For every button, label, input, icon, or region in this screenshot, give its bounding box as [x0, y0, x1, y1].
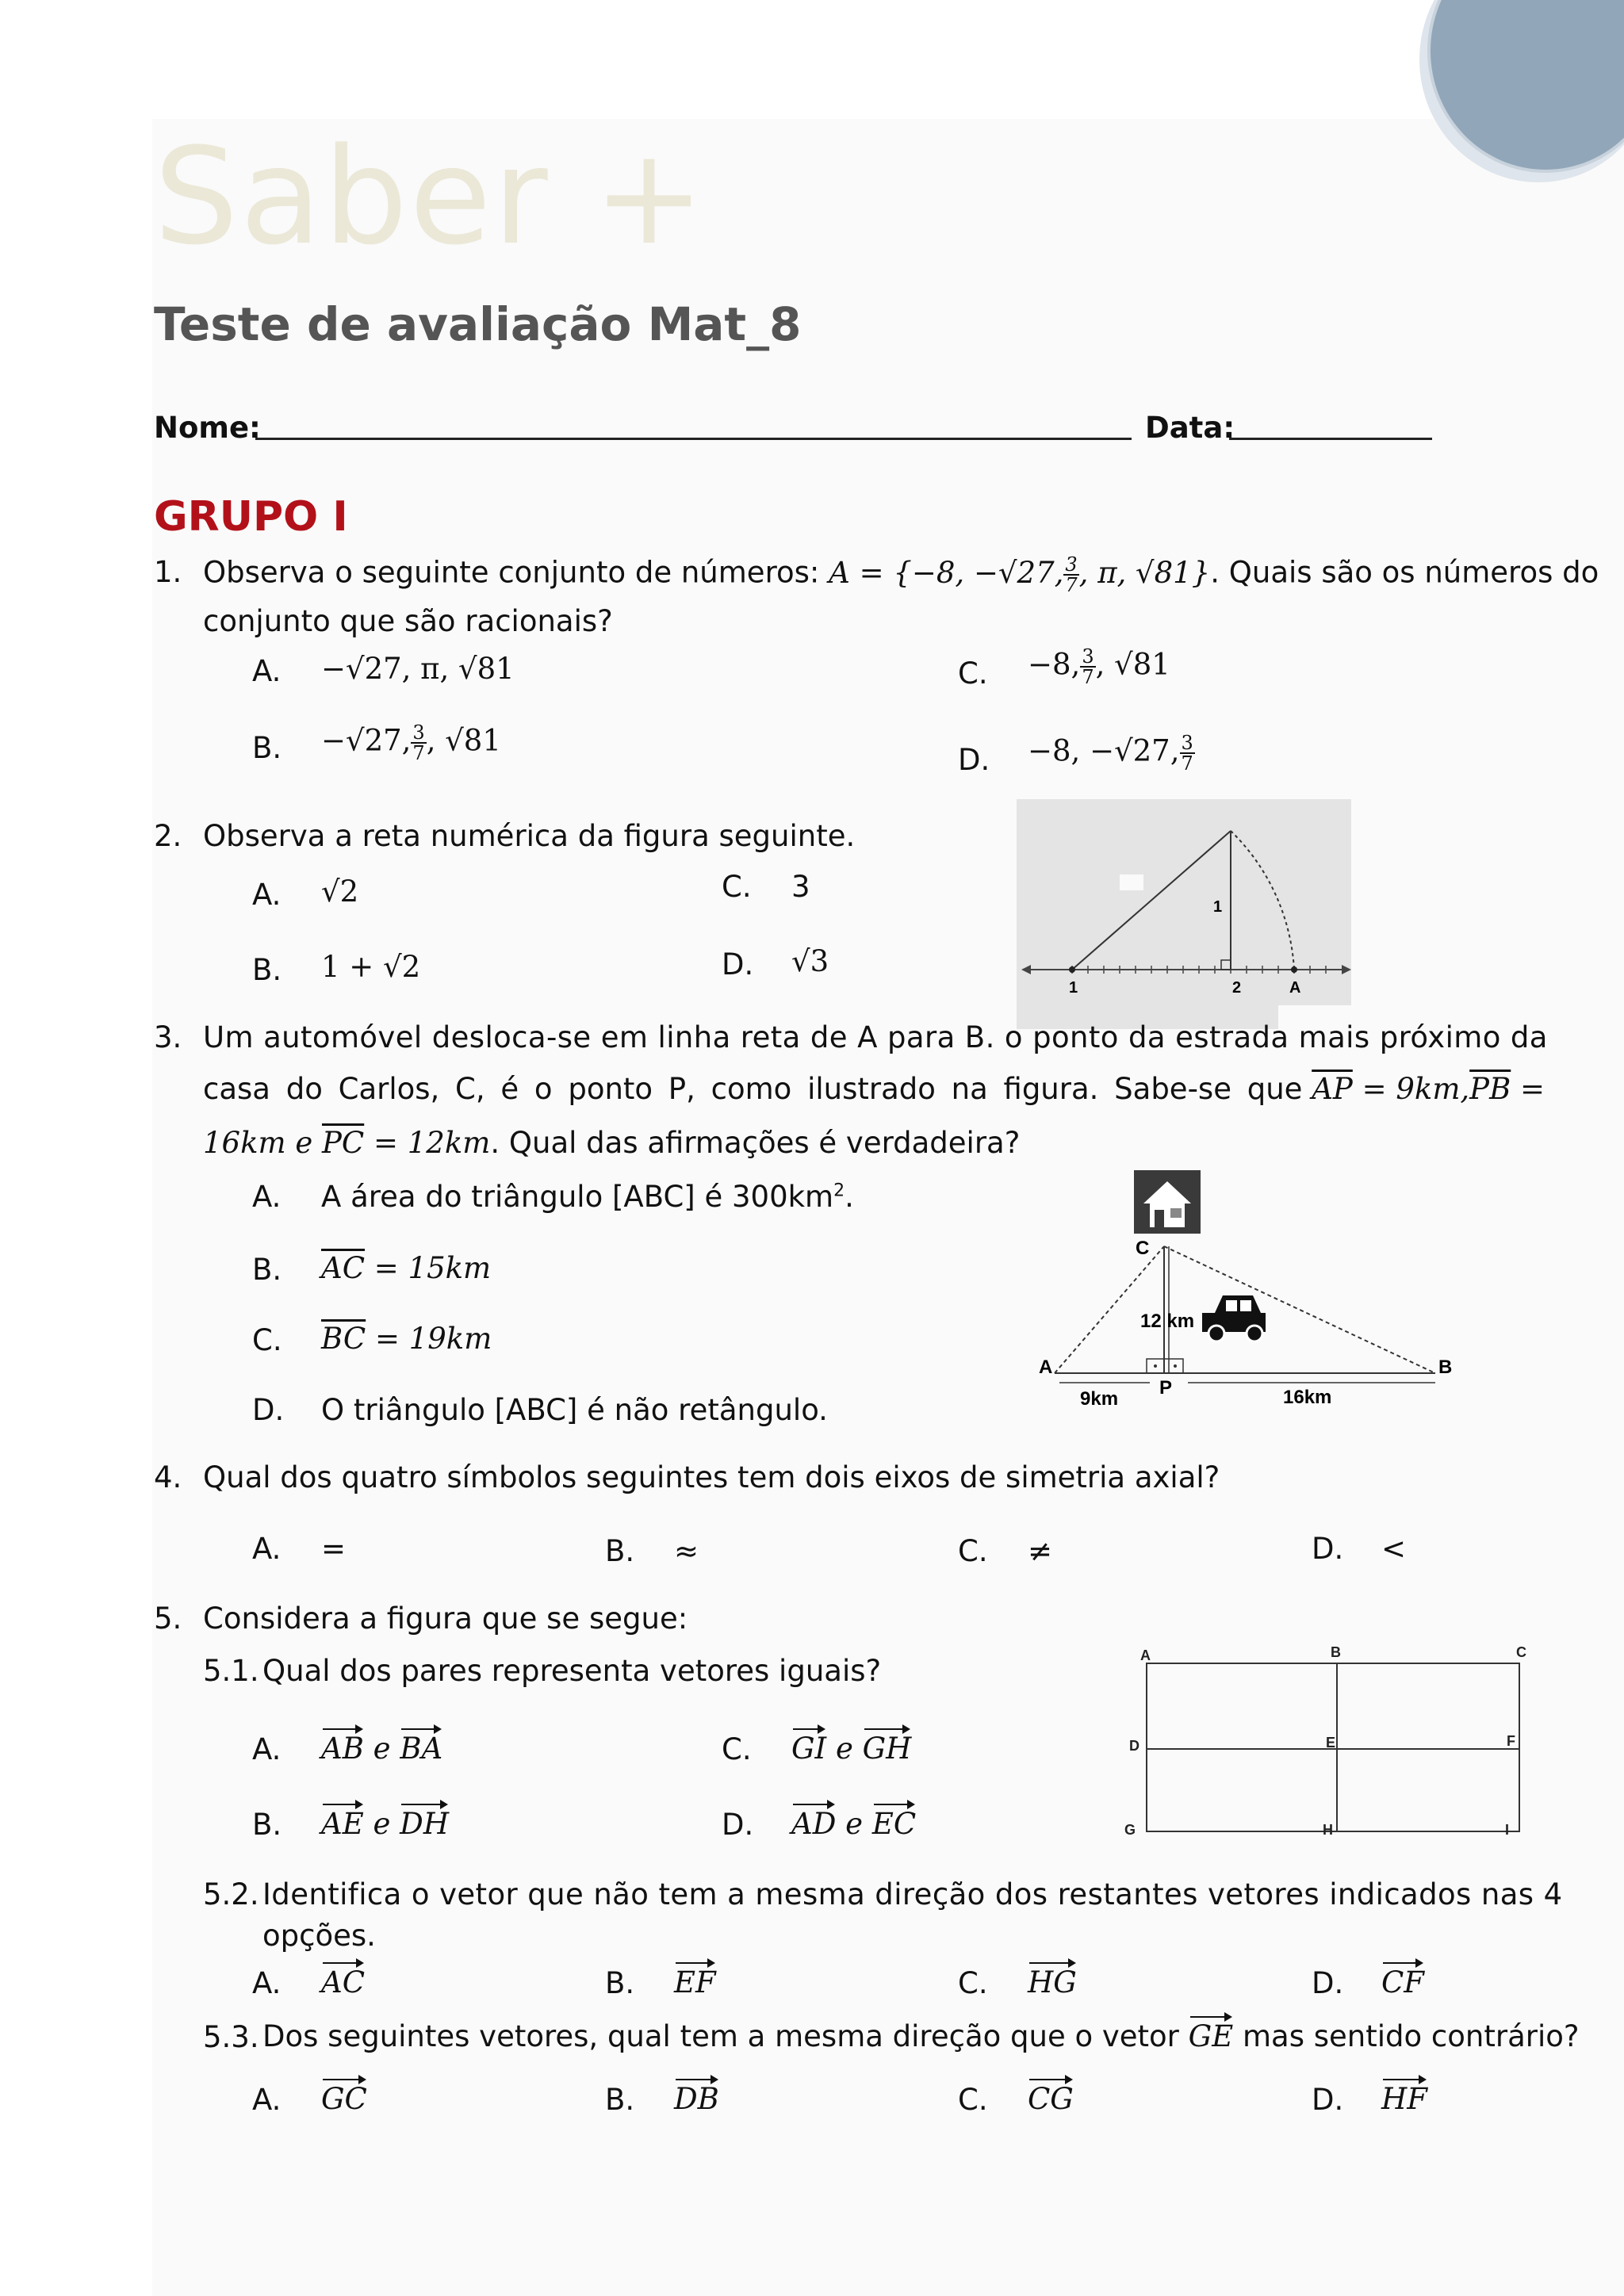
- label-p: P: [1159, 1377, 1173, 1399]
- label-height-1: 1: [1213, 898, 1223, 916]
- segment-ap: $\overline{AP}$: [1312, 1072, 1353, 1106]
- brand-title: Saber +: [154, 119, 707, 274]
- label-a: A: [1039, 1357, 1053, 1378]
- q51-option-c-letter[interactable]: C.: [722, 1732, 752, 1766]
- q3-option-a-letter[interactable]: A.: [252, 1180, 282, 1214]
- q53-option-c-letter[interactable]: C.: [958, 2083, 988, 2117]
- q3-line1: Um automóvel desloca-se em linha reta de A para B. o ponto da estrada mais próximo da: [203, 1020, 1548, 1054]
- q4-text: Qual dos quatro símbolos seguintes tem dois eixos de simetria axial?: [203, 1460, 1220, 1494]
- page-title: Teste de avaliação Mat_8: [154, 297, 802, 351]
- q3-option-b-value: $\overline{AC} = 15km$: [321, 1251, 492, 1285]
- q2-option-c-value: 3: [791, 870, 810, 904]
- q3-line3: 16km e $\overline{PC} = 12km$. Qual das afirmações é verdadeira?: [203, 1126, 1021, 1160]
- house-icon: [1134, 1170, 1201, 1234]
- label-16km: 16km: [1283, 1387, 1332, 1408]
- q2-number: 2.: [154, 819, 182, 853]
- q53-option-a-value: GC: [321, 2077, 367, 2116]
- q52-line1: Identifica o vetor que não tem a mesma direção dos restantes vetores indicados nas 4: [262, 1877, 1563, 1911]
- q1-option-a-value: −√27, π, √81: [321, 652, 515, 686]
- side-ac: [1055, 1246, 1164, 1373]
- grid-label-e: E: [1326, 1735, 1336, 1751]
- label-9km: 9km: [1080, 1388, 1119, 1410]
- label-2: 2: [1232, 979, 1242, 997]
- q4-option-b-value: ≈: [674, 1534, 699, 1568]
- q1-text-b: . Quais são os números do: [1210, 555, 1599, 590]
- q4-option-a-value: =: [321, 1532, 347, 1566]
- q2-option-d-letter[interactable]: D.: [722, 947, 754, 982]
- q1-option-c-letter[interactable]: C.: [958, 656, 988, 691]
- q51-option-b-letter[interactable]: B.: [252, 1808, 282, 1842]
- vector-ge: GE: [1189, 2015, 1234, 2053]
- q3-option-c-letter[interactable]: C.: [252, 1323, 282, 1357]
- segment-pb: $\overline{PB}$: [1469, 1072, 1511, 1106]
- q53-option-b-letter[interactable]: B.: [605, 2083, 635, 2117]
- q3-number: 3.: [154, 1020, 182, 1054]
- grid-label-b: B: [1331, 1644, 1341, 1660]
- q1-option-d-value: −8, −√27, $\frac{3}{7}$: [1028, 732, 1193, 775]
- grid-label-a: A: [1140, 1647, 1151, 1663]
- q3-line2: casa do Carlos, C, é o ponto P, como ilustrado na figura. Sabe-se que $\overline{AP} = 9km,\overline{PB}$ =: [203, 1072, 1545, 1106]
- point-1: [1069, 966, 1075, 973]
- q3-option-a-value: A área do triângulo [ABC] é $300km^2$.: [321, 1180, 854, 1214]
- label-c: C: [1136, 1238, 1150, 1259]
- q2-option-b-value: 1 + √2: [321, 950, 421, 984]
- grid-label-i: I: [1505, 1822, 1510, 1838]
- q1-text: [203, 555, 1599, 595]
- number-line-figure: [1017, 799, 1351, 1029]
- q53-text: Dos seguintes vetores, qual tem a mesma direção que o vetor GE mas sentido contrário?: [262, 2015, 1580, 2053]
- q52-option-d-letter[interactable]: D.: [1312, 1966, 1344, 2000]
- q3-option-b-letter[interactable]: B.: [252, 1253, 282, 1287]
- q4-option-d-value: <: [1381, 1532, 1407, 1566]
- q4-option-c-letter[interactable]: C.: [958, 1534, 988, 1568]
- label-a: A: [1289, 979, 1301, 997]
- q52-option-b-letter[interactable]: B.: [605, 1966, 635, 2000]
- q52-option-b-value: EF: [674, 1961, 716, 1999]
- q4-number: 4.: [154, 1460, 182, 1494]
- q51-option-d-value: AD e EC: [791, 1802, 916, 1841]
- figure-blot: [1120, 874, 1143, 890]
- q1-option-b-value: −√27, $\frac{3}{7}$ , √81: [321, 721, 501, 764]
- q51-text: Qual dos pares representa vetores iguais?: [262, 1654, 882, 1688]
- date-label: Data:: [1145, 411, 1235, 445]
- q2-option-c-letter[interactable]: C.: [722, 870, 752, 904]
- label-1: 1: [1069, 979, 1078, 997]
- q2-option-a-letter[interactable]: A.: [252, 878, 282, 912]
- point-a: [1291, 966, 1297, 973]
- grid-label-c: C: [1516, 1644, 1526, 1660]
- q52-line2: opções.: [262, 1919, 376, 1953]
- q3-option-d-letter[interactable]: D.: [252, 1393, 285, 1427]
- q52-option-c-value: HG: [1028, 1961, 1077, 1999]
- q53-option-c-value: CG: [1028, 2077, 1074, 2116]
- q1-set: A = {−8, −√27, $\frac{3}{7}$ , π, √81}: [829, 553, 1211, 596]
- q2-option-a-value: √2: [321, 874, 359, 909]
- q51-option-d-letter[interactable]: D.: [722, 1808, 754, 1842]
- side-bc: [1164, 1246, 1435, 1373]
- label-b: B: [1438, 1357, 1453, 1378]
- q1-option-c-value: −8, $\frac{3}{7}$ , √81: [1028, 645, 1170, 688]
- q53-option-d-value: HF: [1381, 2077, 1427, 2116]
- q5-text: Considera a figura que se segue:: [203, 1601, 688, 1636]
- name-date-row: [154, 411, 1446, 445]
- q4-option-d-letter[interactable]: D.: [1312, 1532, 1344, 1566]
- q1-text-c: conjunto que são racionais?: [203, 604, 613, 638]
- q52-option-d-value: CF: [1381, 1961, 1424, 1999]
- q3-option-d-value: O triângulo [ABC] é não retângulo.: [321, 1393, 828, 1427]
- q4-option-c-value: ≠: [1028, 1534, 1053, 1568]
- triangle-figure: [1031, 1165, 1475, 1419]
- q1-option-b-letter[interactable]: B.: [252, 731, 282, 765]
- date-field[interactable]: [1229, 438, 1432, 440]
- q52-number: 5.2.: [203, 1877, 259, 1911]
- q53-option-d-letter[interactable]: D.: [1312, 2083, 1344, 2117]
- q52-option-a-value: AC: [321, 1961, 365, 1999]
- q53-number: 5.3.: [203, 2020, 259, 2054]
- segment-pc: $\overline{PC}$: [322, 1126, 365, 1160]
- q1-option-d-letter[interactable]: D.: [958, 743, 990, 777]
- q2-option-d-value: √3: [791, 944, 829, 978]
- q53-option-b-value: DB: [674, 2077, 719, 2116]
- grid-label-g: G: [1124, 1822, 1136, 1838]
- q2-option-b-letter[interactable]: B.: [252, 953, 282, 987]
- q1-number: 1.: [154, 555, 182, 589]
- q53-option-a-letter[interactable]: A.: [252, 2083, 282, 2117]
- q1-option-a-letter[interactable]: A.: [252, 654, 282, 688]
- grid-label-h: H: [1323, 1822, 1333, 1838]
- car-icon: [1202, 1295, 1266, 1341]
- q1-text-a: Observa o seguinte conjunto de números:: [203, 555, 820, 590]
- q2-text: Observa a reta numérica da figura seguinte.: [203, 819, 856, 853]
- grid-label-f: F: [1507, 1733, 1515, 1749]
- q51-option-a-value: AB e BA: [321, 1727, 442, 1766]
- group-heading: GRUPO I: [154, 493, 348, 541]
- q51-option-a-letter[interactable]: A.: [252, 1732, 282, 1766]
- q4-option-b-letter[interactable]: B.: [605, 1534, 635, 1568]
- q52-option-c-letter[interactable]: C.: [958, 1966, 988, 2000]
- name-label: Nome:: [154, 411, 261, 445]
- figure-background: [1017, 799, 1351, 1029]
- q3-option-c-value: $\overline{BC} = 19km$: [321, 1322, 492, 1356]
- q52-option-a-letter[interactable]: A.: [252, 1966, 282, 2000]
- q51-number: 5.1.: [203, 1654, 259, 1688]
- q51-option-b-value: AE e DH: [321, 1802, 449, 1841]
- q51-option-c-value: GI e GH: [791, 1727, 911, 1766]
- grid-figure: [1118, 1640, 1530, 1846]
- q4-option-a-letter[interactable]: A.: [252, 1532, 282, 1566]
- label-height: 12 km: [1140, 1311, 1195, 1332]
- grid-label-d: D: [1129, 1738, 1139, 1754]
- name-field[interactable]: [255, 438, 1132, 440]
- q5-number: 5.: [154, 1601, 182, 1636]
